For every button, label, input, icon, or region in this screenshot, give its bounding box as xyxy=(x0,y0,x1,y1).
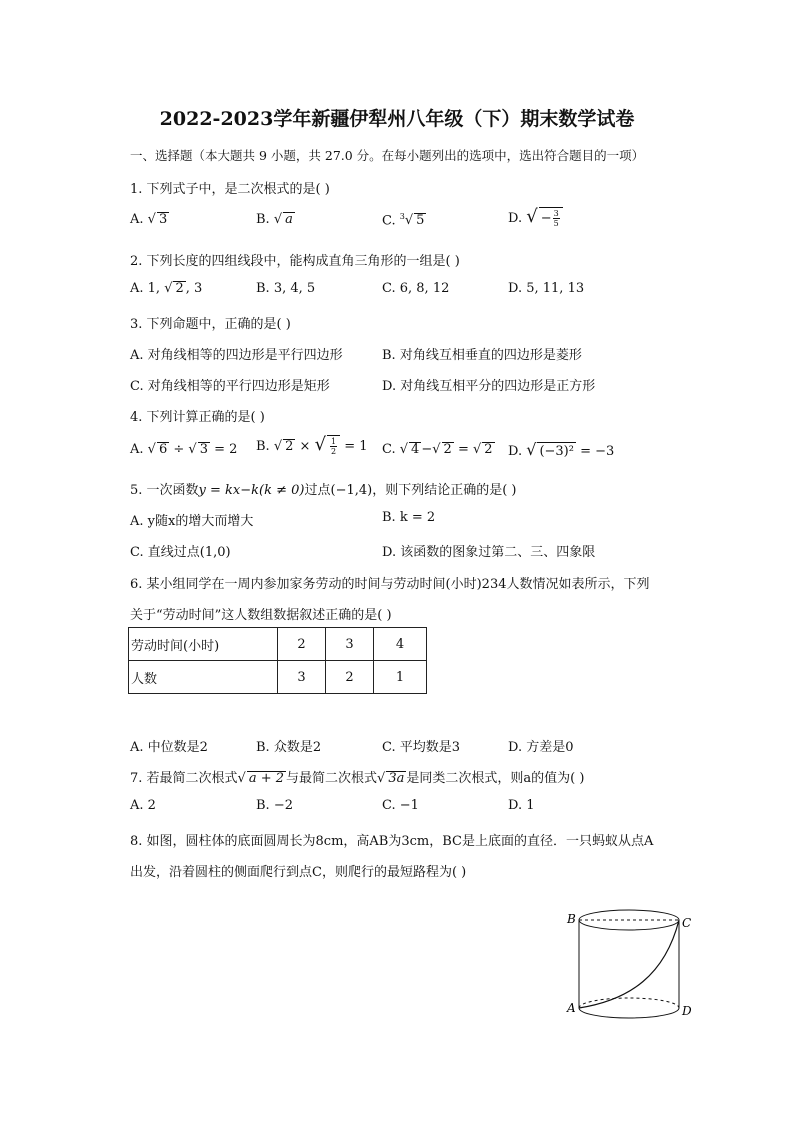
radicand: a xyxy=(285,212,293,227)
q1-option-c[interactable]: C. $^3$√ 5 xyxy=(382,212,425,229)
operator: − xyxy=(421,442,433,457)
radicand: a + 2 xyxy=(248,771,285,786)
q3-option-b[interactable]: B. 对角线互相垂直的四边形是菱形 xyxy=(382,348,582,363)
point: (−1,4) xyxy=(330,483,373,498)
q6-option-a[interactable]: A. 中位数是2 xyxy=(130,740,208,755)
question-3-stem: 3. 下列命题中，正确的是( ) xyxy=(130,317,291,332)
q2-option-b[interactable]: B. 3, 4, 5 xyxy=(256,281,316,296)
q4-option-c[interactable]: C. √ 4 −√ 2 = √ 2 xyxy=(382,442,493,457)
stem-text: 5. 一次函数 xyxy=(130,483,199,498)
q6-option-c[interactable]: C. 平均数是3 xyxy=(382,740,461,755)
stem-text: 与最简二次根式 xyxy=(286,771,378,786)
table-cell: 4 xyxy=(374,628,427,661)
question-1-stem: 1. 下列式子中，是二次根式的是( ) xyxy=(130,182,330,197)
stem-text: 过点 xyxy=(304,483,331,498)
table-cell: 3 xyxy=(278,661,326,694)
q4-option-d[interactable]: D. √ (−3)² = −3 xyxy=(508,440,615,459)
function-expression: y = kx−k(k ≠ 0) xyxy=(198,483,305,498)
fraction-numerator: 3 xyxy=(553,209,559,218)
question-5-stem xyxy=(130,479,517,498)
radicand: 3 xyxy=(199,442,208,457)
root-index: 3 xyxy=(399,212,405,221)
q7-option-c[interactable]: C. −1 xyxy=(382,798,419,813)
stem-text: 7. 若最简二次根式 xyxy=(130,771,238,786)
q7-option-d[interactable]: D. 1 xyxy=(508,798,535,813)
label-b: B xyxy=(567,912,576,926)
cylinder-figure xyxy=(560,900,700,1030)
question-6-stem-line1: 6. 某小组同学在一周内参加家务劳动的时间与劳动时间(小时)234人数情况如表所示，下列 xyxy=(130,577,650,592)
fraction-numerator: 1 xyxy=(331,437,337,446)
q1-option-d[interactable]: D. √ − $\frac{3}{5}$ xyxy=(508,206,563,230)
table-row xyxy=(129,661,427,694)
q1-option-a[interactable]: A. √ 3 xyxy=(130,212,168,227)
question-7-stem: 7. 若最简二次根式√ a + 2 与最简二次根式√ 3a 是同类二次根式，则a的值为( ) xyxy=(130,771,585,786)
option-label: D. xyxy=(508,444,523,459)
table-cell: 2 xyxy=(326,661,374,694)
fraction-denominator: 5 xyxy=(553,219,559,228)
radicand: 5 xyxy=(416,213,425,229)
q5-option-b[interactable]: B. k = 2 xyxy=(382,510,436,525)
table-cell: 劳动时间(小时) xyxy=(129,628,278,661)
question-8-stem-line1: 8. 如图，圆柱体的底面圆周长为8cm，高AB为3cm，BC是上底面的直径．一只蚂蚁从点A xyxy=(130,834,654,849)
point: (1,0) xyxy=(199,545,231,560)
table-cell: 2 xyxy=(278,628,326,661)
table-cell: 人数 xyxy=(129,661,278,694)
result: = 1 xyxy=(340,439,368,454)
table-cell: 1 xyxy=(374,661,427,694)
q2-option-d[interactable]: D. 5, 11, 13 xyxy=(508,281,585,296)
q6-option-d[interactable]: D. 方差是0 xyxy=(508,740,574,755)
q1-option-b[interactable]: B. √ a xyxy=(256,212,293,227)
q5-option-d[interactable]: D. 该函数的图象过第二、三、四象限 xyxy=(382,545,596,560)
option-label: A. xyxy=(130,442,144,457)
q4-option-a[interactable]: A. √ 6 ÷ √ 3 = 2 xyxy=(130,442,238,457)
stem-text: 是同类二次根式，则a的值为( ) xyxy=(406,771,585,786)
option-text-tail: , 3 xyxy=(185,281,203,296)
result: = 2 xyxy=(209,442,238,457)
operator: × xyxy=(295,439,315,454)
q4-option-b[interactable]: B. √ 2 × √ $\frac{1}{2}$ = 1 xyxy=(256,434,368,456)
q3-option-a[interactable]: A. 对角线相等的四边形是平行四边形 xyxy=(130,348,343,363)
q2-option-c[interactable]: C. 6, 8, 12 xyxy=(382,281,450,296)
table-cell: 3 xyxy=(326,628,374,661)
label-a: A xyxy=(567,1001,576,1015)
radicand: 2 xyxy=(175,281,184,296)
result: = −3 xyxy=(575,444,615,459)
option-text: C. 直线过点 xyxy=(130,545,200,560)
q5-option-c[interactable] xyxy=(130,541,231,560)
q6-option-b[interactable]: B. 众数是2 xyxy=(256,740,322,755)
stem-text: ，则下列结论正确的是( ) xyxy=(372,483,517,498)
q7-option-a[interactable]: A. 2 xyxy=(130,798,156,813)
operator: ÷ xyxy=(169,442,189,457)
option-label: A. xyxy=(130,212,144,227)
ant-path xyxy=(579,920,679,1008)
option-label: C. xyxy=(382,213,396,229)
q7-option-b[interactable]: B. −2 xyxy=(256,798,293,813)
question-6-stem-line2: 关于“劳动时间”这人数组数据叙述正确的是( ) xyxy=(130,608,392,623)
radicand: 6 xyxy=(158,442,168,457)
radicand: (−3)² xyxy=(539,444,574,459)
q5-option-a[interactable]: A. y随x的增大而增大 xyxy=(130,514,254,529)
option-label: B. xyxy=(256,439,270,454)
q3-option-d[interactable]: D. 对角线互相平分的四边形是正方形 xyxy=(382,379,596,394)
option-text: A. 1, xyxy=(130,281,161,296)
radicand: 2 xyxy=(484,442,493,457)
equals: = xyxy=(453,442,473,457)
option-label: B. xyxy=(256,212,270,227)
radicand: 2 xyxy=(285,439,294,454)
option-label: D. xyxy=(508,211,523,226)
question-2-stem: 2. 下列长度的四组线段中，能构成直角三角形的一组是( ) xyxy=(130,254,460,269)
bottom-ellipse-back xyxy=(579,998,679,1008)
data-table xyxy=(128,627,427,694)
table-row xyxy=(129,628,427,661)
question-8-stem-line2: 出发，沿着圆柱的侧面爬行到点C，则爬行的最短路程为( ) xyxy=(130,865,467,880)
option-label: C. xyxy=(382,442,396,457)
bottom-ellipse-front xyxy=(579,1008,679,1018)
fraction-denominator: 2 xyxy=(331,447,337,456)
radicand: 4 xyxy=(411,442,420,457)
radicand: 2 xyxy=(443,442,452,457)
section-heading: 一、选择题（本大题共 9 小题，共 27.0 分。在每小题列出的选项中，选出符合题目的一项） xyxy=(130,148,645,163)
radicand: 3a xyxy=(388,771,405,786)
question-4-stem: 4. 下列计算正确的是( ) xyxy=(130,410,265,425)
label-c: C xyxy=(682,916,692,930)
q2-option-a[interactable]: A. 1, √ 2 , 3 xyxy=(130,281,203,296)
page-title: 2022-2023学年新疆伊犁州八年级（下）期末数学试卷 xyxy=(159,108,635,130)
radicand: 3 xyxy=(158,212,168,227)
label-d: D xyxy=(682,1004,692,1018)
q3-option-c[interactable]: C. 对角线相等的平行四边形是矩形 xyxy=(130,379,330,394)
